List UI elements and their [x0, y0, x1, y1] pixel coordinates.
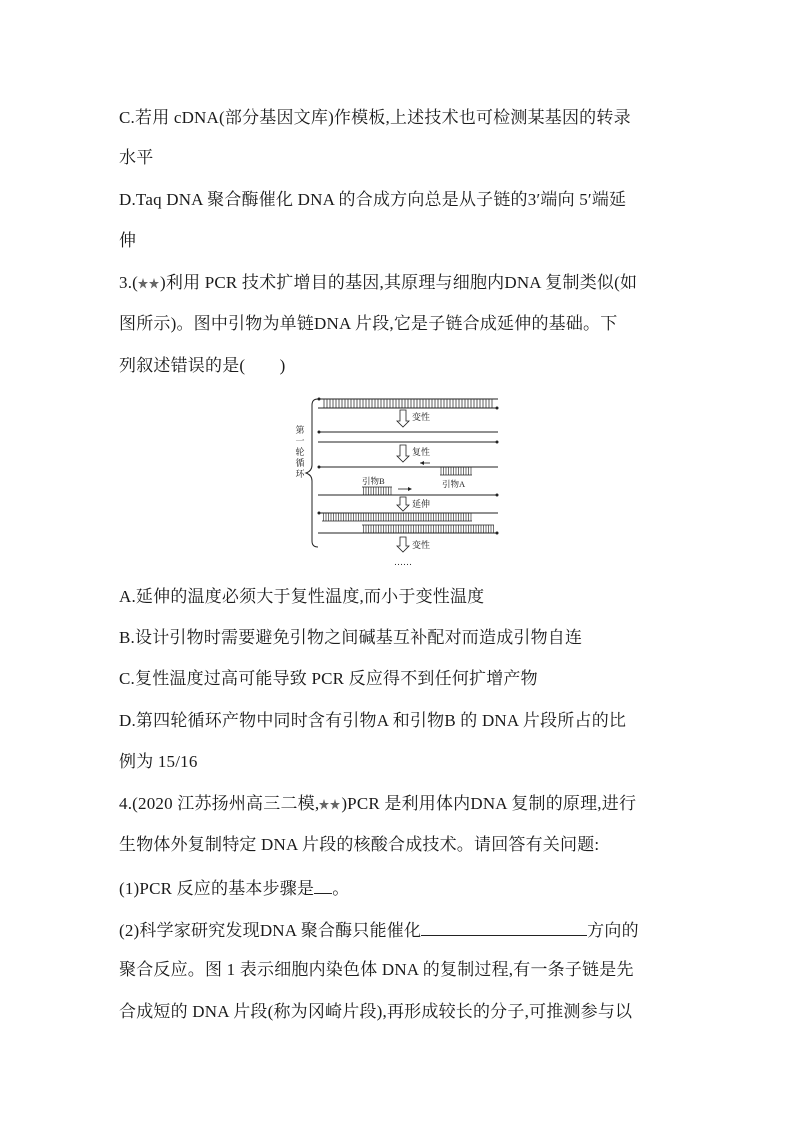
q3-option-d-line1: D.第四轮循环产物中同时含有引物A 和引物B 的 DNA 片段所占的比 — [119, 711, 627, 730]
step-arrow-anneal — [397, 445, 430, 462]
q3-stem-line2: 图所示)。图中引物为单链DNA 片段,它是子链合成延伸的基础。下 — [119, 314, 618, 333]
extended-duplex-1 — [318, 512, 499, 522]
figure-ellipsis: …… — [394, 557, 412, 567]
step-arrow-denature-2 — [394, 537, 430, 567]
label-primer-b: 引物B — [362, 476, 385, 486]
answer-blank-1[interactable] — [314, 875, 332, 894]
template-dna-double-strand — [318, 398, 499, 410]
difficulty-stars-icon — [319, 799, 341, 811]
label-extend: 延伸 — [412, 499, 431, 509]
label-primer-a: 引物A — [442, 479, 466, 489]
q4-line4: 合成短的 DNA 片段(称为冈崎片段),再形成较长的分子,可推测参与以 — [119, 1002, 633, 1021]
q2-option-c-line2: 水平 — [119, 148, 154, 167]
q3-option-b: B.设计引物时需要避免引物之间碱基互补配对而造成引物自连 — [119, 628, 583, 647]
q3-stem-line1 — [119, 271, 637, 295]
separated-strands — [318, 431, 499, 444]
q4-stem-line1 — [119, 792, 636, 816]
primer-a-bar — [440, 467, 472, 475]
q4-sub1-text: (1)PCR 反应的基本步骤是 — [119, 879, 315, 898]
annealed-strands — [318, 461, 499, 497]
primer-b-bar — [362, 487, 392, 495]
step-arrow-extend — [397, 497, 430, 511]
q4-sub1-end: 。 — [332, 879, 350, 898]
cycle-bracket — [306, 399, 318, 547]
cycle-label-char: 第 — [295, 425, 305, 435]
q4-sub2-text: (2)科学家研究发现DNA 聚合酶只能催化 — [119, 921, 422, 940]
pcr-cycle-figure — [290, 395, 510, 570]
label-anneal: 复性 — [412, 447, 431, 457]
q4-stem-line2: 生物体外复制特定 DNA 片段的核酸合成技术。请回答有关问题: — [119, 835, 600, 854]
primer-b-arrow-icon — [408, 487, 412, 491]
q2-option-d-line2: 伸 — [119, 231, 137, 250]
q4-sub1 — [119, 875, 349, 901]
q4-number: 4.(2020 江苏扬州高三二模, — [119, 794, 320, 813]
cycle-label-char: 环 — [295, 469, 305, 479]
q2-option-d-line1: D.Taq DNA 聚合酶催化 DNA 的合成方向总是从子链的3′端向 5′端延 — [119, 190, 627, 209]
extended-duplex-2 — [318, 525, 499, 535]
q2-option-c-line1: C.若用 cDNA(部分基因文库)作模板,上述技术也可检测某基因的转录 — [119, 108, 631, 127]
cycle-label-char: 循 — [295, 458, 305, 468]
label-denature: 变性 — [412, 412, 431, 422]
q4-sub2 — [119, 917, 639, 943]
difficulty-stars-icon — [138, 278, 160, 290]
primer-a-arrow-icon — [420, 461, 424, 465]
step-arrow-denature — [397, 410, 430, 427]
q4-stem-text: )PCR 是利用体内DNA 复制的原理,进行 — [341, 794, 637, 813]
q4-sub2-end: 方向的 — [587, 921, 639, 940]
cycle-label-char: 一 — [295, 436, 305, 446]
q3-number: 3.( — [119, 273, 139, 292]
q3-option-c: C.复性温度过高可能导致 PCR 反应得不到任何扩增产物 — [119, 669, 538, 688]
q3-option-d-line2: 例为 15/16 — [119, 752, 198, 771]
answer-blank-2[interactable] — [421, 917, 587, 936]
label-denature-2: 变性 — [412, 540, 431, 550]
cycle-label — [295, 424, 305, 479]
cycle-label-char: 轮 — [295, 447, 305, 457]
q4-line3: 聚合反应。图 1 表示细胞内染色体 DNA 的复制过程,有一条子链是先 — [119, 960, 634, 979]
q3-stem-text: )利用 PCR 技术扩增目的基因,其原理与细胞内DNA 复制类似(如 — [160, 273, 638, 292]
q3-stem-line3: 列叙述错误的是( ) — [119, 356, 286, 375]
q3-option-a: A.延伸的温度必须大于复性温度,而小于变性温度 — [119, 587, 485, 606]
